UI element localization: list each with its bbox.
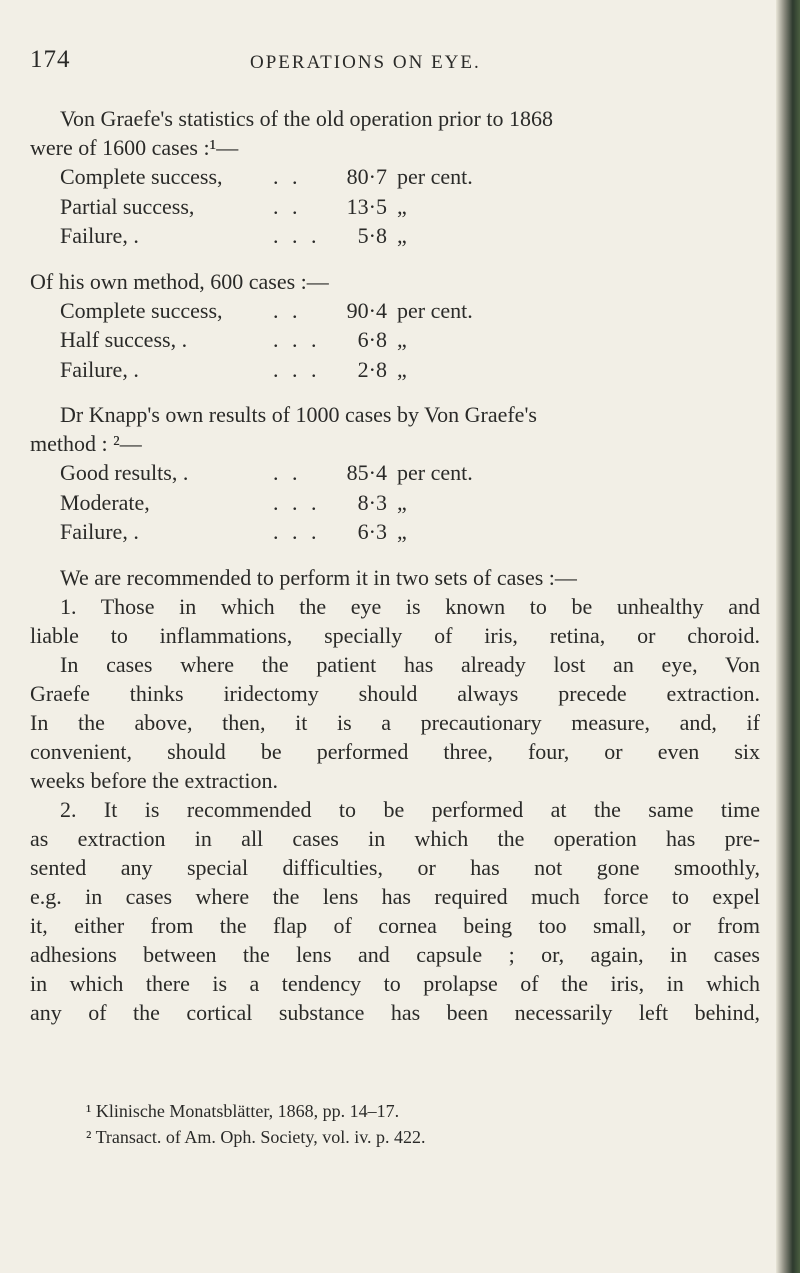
- text-line: as extraction in all cases in which the operation has pre-: [30, 825, 760, 851]
- stat-label: Partial success,: [60, 193, 195, 219]
- stat-label: Failure, .: [60, 223, 139, 248]
- text-line: it, either from the flap of cornea being too small, or from: [30, 912, 760, 938]
- stat-label: Good results, .: [60, 460, 189, 485]
- page-number: 174: [30, 46, 71, 73]
- text-line: liable to inflammations, specially of iris, retina, or choroid.: [30, 622, 760, 648]
- stat-row: [60, 162, 760, 192]
- leader-dots: . .: [273, 460, 302, 485]
- leader-dots: . . .: [273, 356, 321, 382]
- stat-value: 85·4: [346, 460, 387, 485]
- stat-label: Failure, .: [60, 356, 139, 382]
- text-line: any of the cortical substance has been necessarily left behind,: [30, 999, 760, 1025]
- leader-dots: . . .: [273, 519, 321, 544]
- leader-dots: . .: [273, 193, 302, 219]
- page-edge: [776, 0, 800, 1273]
- stat-row: [60, 221, 760, 251]
- running-head: OPERATIONS ON EYE.: [250, 52, 481, 73]
- text-line: Graefe thinks iridectomy should always precede extraction.: [30, 680, 760, 706]
- stat-value: 6·3: [357, 519, 387, 544]
- stat-unit: „: [397, 223, 407, 248]
- text-line: sented any special difficulties, or has not gone smoothly,: [30, 854, 760, 880]
- stat-row: [60, 488, 760, 518]
- stat-value: 5·8: [357, 223, 387, 248]
- text-line: convenient, should be performed three, four, or even six: [30, 738, 760, 764]
- text-line: 2. It is recommended to be performed at the same time: [60, 796, 760, 822]
- stat-label: Complete success,: [60, 297, 223, 323]
- leader-dots: . . .: [273, 327, 321, 352]
- leader-dots: . .: [273, 297, 302, 323]
- stat-value: 8·3: [357, 489, 387, 515]
- stat-unit: per cent.: [397, 164, 473, 189]
- text-line: In cases where the patient has already lost an eye, Von: [60, 651, 760, 677]
- stat-row: [60, 458, 760, 488]
- text-line: adhesions between the lens and capsule ; or, again, in cases: [30, 941, 760, 967]
- stats-table-old-operation: [30, 162, 760, 251]
- stats-table-knapp: [30, 458, 760, 547]
- stat-unit: „: [397, 193, 407, 219]
- stat-value: 13·5: [346, 193, 387, 219]
- body-paragraph: [30, 563, 760, 1027]
- footnote: ² Transact. of Am. Oph. Society, vol. iv. p. 422.: [86, 1127, 426, 1147]
- intro-knapp-results: [30, 400, 760, 458]
- footnotes: [30, 1098, 760, 1150]
- stat-unit: per cent.: [397, 460, 473, 485]
- leader-dots: . . .: [273, 489, 321, 515]
- stat-unit: „: [397, 519, 407, 544]
- stat-value: 6·8: [357, 327, 387, 352]
- text-line: In the above, then, it is a precautionary measure, and, if: [30, 709, 760, 735]
- leader-dots: . . .: [273, 223, 321, 248]
- stat-label: Failure, .: [60, 519, 139, 544]
- stat-row: [60, 517, 760, 547]
- intro-own-method: [30, 267, 760, 296]
- text-line: weeks before the extraction.: [30, 767, 278, 793]
- stat-label: Moderate,: [60, 489, 150, 515]
- stat-value: 80·7: [346, 164, 387, 189]
- stat-row: [60, 355, 760, 385]
- stat-label: Complete success,: [60, 164, 223, 189]
- text-line: Dr Knapp's own results of 1000 cases by Von Graefe's: [60, 402, 537, 427]
- text-line: e.g. in cases where the lens has required much force to expel: [30, 883, 760, 909]
- text-line: 1. Those in which the eye is known to be unhealthy and: [60, 593, 760, 619]
- text-line: method : ²—: [30, 431, 142, 456]
- leader-dots: . .: [273, 164, 302, 189]
- text-line: in which there is a tendency to prolapse of the iris, in which: [30, 970, 760, 996]
- stat-unit: „: [397, 327, 407, 352]
- page-body: [30, 104, 760, 1027]
- stat-row: [60, 192, 760, 222]
- stat-unit: „: [397, 489, 407, 515]
- page-header: [30, 46, 760, 80]
- text-line: Of his own method, 600 cases :—: [30, 268, 329, 294]
- stat-row: [60, 296, 760, 326]
- intro-old-operation: [30, 104, 760, 162]
- footnote: ¹ Klinische Monatsblätter, 1868, pp. 14–17.: [86, 1101, 400, 1121]
- stat-label: Half success, .: [60, 327, 188, 352]
- stat-unit: „: [397, 356, 407, 382]
- stats-table-own-method: [30, 296, 760, 385]
- text-line: were of 1600 cases :¹—: [30, 135, 239, 160]
- stat-row: [60, 325, 760, 355]
- text-line: Von Graefe's statistics of the old operation prior to 1868: [60, 106, 553, 131]
- text-line: We are recommended to perform it in two sets of cases :—: [60, 564, 577, 590]
- stat-value: 2·8: [357, 356, 387, 382]
- stat-unit: per cent.: [397, 297, 473, 323]
- stat-value: 90·4: [346, 297, 387, 323]
